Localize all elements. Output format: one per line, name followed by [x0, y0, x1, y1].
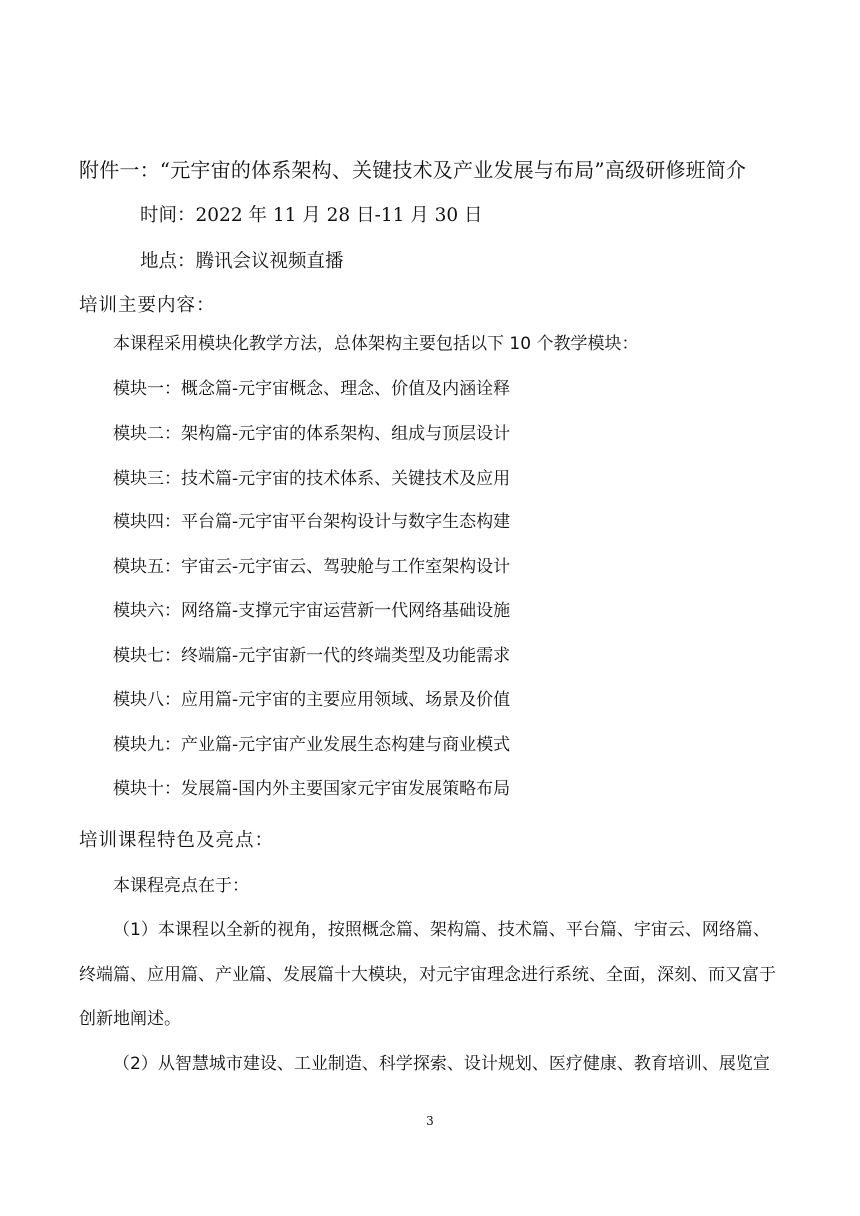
document-title: 附件一：“元宇宙的体系架构、关键技术及产业发展与布局”高级研修班简介: [79, 158, 747, 182]
module-item-9: 模块九：产业篇-元宇宙产业发展生态构建与商业模式: [113, 735, 511, 755]
module-item-5: 模块五：宇宙云-元宇宙云、驾驶舱与工作室架构设计: [113, 557, 511, 577]
module-item-8: 模块八：应用篇-元宇宙的主要应用领域、场景及价值: [113, 690, 511, 710]
module-item-4: 模块四：平台篇-元宇宙平台架构设计与数字生态构建: [113, 512, 511, 532]
features-heading: 培训课程特色及亮点：: [79, 830, 275, 851]
location-value: 腾讯会议视频直播: [195, 251, 344, 272]
feature-2-line-1: （2）从智慧城市建设、工业制造、科学探索、设计规划、医疗健康、教育培训、展览宣: [113, 1054, 770, 1074]
training-time: [140, 207, 483, 226]
course-intro: 本课程采用模块化教学方法，总体架构主要包括以下 10 个教学模块：: [113, 334, 639, 354]
module-item-6: 模块六：网络篇-支撑元宇宙运营新一代网络基础设施: [113, 601, 511, 621]
features-intro: 本课程亮点在于：: [113, 876, 249, 896]
page-number: 3: [426, 1114, 434, 1128]
module-item-2: 模块二：架构篇-元宇宙的体系架构、组成与顶层设计: [113, 424, 511, 444]
feature-1-line-1: （1）本课程以全新的视角，按照概念篇、架构篇、技术篇、平台篇、宇宙云、网络篇、: [113, 920, 770, 940]
time-label: 时间：: [140, 205, 196, 226]
module-item-3: 模块三：技术篇-元宇宙的技术体系、关键技术及应用: [113, 469, 511, 489]
feature-1-line-3: 创新地阐述。: [79, 1009, 181, 1029]
training-location: [140, 253, 344, 272]
module-item-7: 模块七：终端篇-元宇宙新一代的终端类型及功能需求: [113, 646, 511, 666]
location-label: 地点：: [140, 251, 196, 272]
time-value: 2022 年 11 月 28 日-11 月 30 日: [195, 205, 483, 226]
feature-1-line-2: 终端篇、应用篇、产业篇、发展篇十大模块，对元宇宙理念进行系统、全面，深刻、而又富于: [79, 965, 776, 985]
module-item-1: 模块一：概念篇-元宇宙概念、理念、价值及内涵诠释: [113, 379, 511, 399]
main-content-heading: 培训主要内容：: [79, 295, 216, 316]
module-item-10: 模块十：发展篇-国内外主要国家元宇宙发展策略布局: [113, 779, 511, 799]
